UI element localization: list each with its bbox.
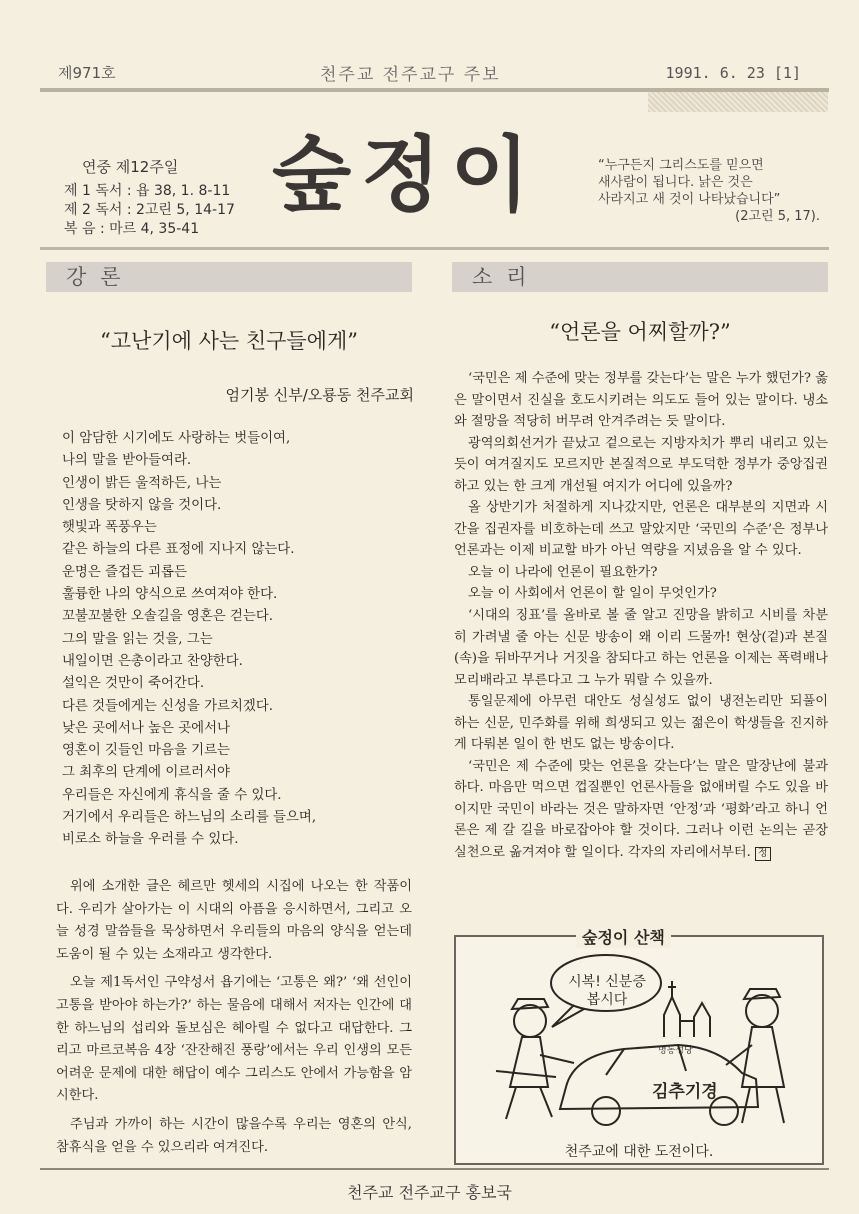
bubble-line: 봅시다 <box>586 992 628 1008</box>
footer-rule <box>40 1168 829 1170</box>
poem-line: 영혼이 깃들인 마음을 기르는 <box>62 743 230 759</box>
poem-line: 우리들은 자신에게 휴식을 줄 수 있다. <box>62 787 282 803</box>
gospel-reading: 복 음 : 마르 4, 35-41 <box>64 221 200 237</box>
section-header-homily: 강론 <box>46 262 412 292</box>
editorial-paragraph: 오늘 이 나라에 언론이 필요한가? <box>468 564 658 580</box>
paper-name: 천주교 전주교구 주보 <box>320 65 501 85</box>
issue-number: 제971호 <box>58 64 116 82</box>
editorial-paragraph: ‘시대의 징표’를 올바로 볼 줄 알고 진망을 밝히고 시비를 차분히 가려낼 줄 아는 신문 방송이 왜 이리 드물까! 현상(겉)과 본질(속)을 뒤바꾸거나 거짓을 참되다고 하는 언론을 이제는 폭력배나 모리배라고 부른다고 그 누가 뭐랄 수 있을까. <box>454 608 828 688</box>
poem-line: 꼬불꼬불한 오솔길을 영혼은 걷는다. <box>62 609 274 625</box>
section-header-voice: 소리 <box>452 262 828 292</box>
poem-line: 내일이면 은총이라고 찬양한다. <box>62 653 243 669</box>
poem-line: 훌륭한 나의 양식으로 쓰여져야 한다. <box>62 587 278 603</box>
poem-line: 비로소 하늘을 우러를 수 있다. <box>62 832 239 848</box>
date-text: 1991. 6. 23 <box>665 64 765 82</box>
speech-bubble-text <box>562 973 652 1009</box>
poem <box>62 428 316 852</box>
car-label: 김추기경 <box>652 1082 718 1102</box>
editorial-paragraph-last <box>454 756 828 864</box>
scripture-quote <box>598 157 834 225</box>
church-label: 명동성당 <box>658 1046 693 1056</box>
reading-1: 제 1 독서 : 욥 38, 1. 8-11 <box>64 183 231 199</box>
end-mark: 정 <box>755 847 771 861</box>
page-number: [1] <box>773 64 801 82</box>
editorial-paragraph: ‘국민은 제 수준에 맞는 정부를 갖는다’는 말은 누가 했던가? 옳은 말이면서 진실을 호도시키려는 의도도 들어 있는 말이다. 냉소와 절망을 적당히 버무려 안겨주려는 듯 말이다. <box>454 371 828 430</box>
bubble-line: 시복! 신분증 <box>568 974 646 990</box>
homily-byline: 엄기봉 신부/오룡동 천주교회 <box>225 386 414 404</box>
poem-line: 그의 말을 읽는 것을, 그는 <box>62 631 213 647</box>
poem-line: 낮은 곳에서나 높은 곳에서나 <box>62 720 230 736</box>
reading-2: 제 2 독서 : 2고린 5, 14-17 <box>64 202 235 218</box>
liturgical-week: 연중 제12주일 <box>82 158 179 176</box>
poem-line: 같은 하늘의 다른 표정에 지나지 않는다. <box>62 542 295 558</box>
masthead-rule <box>40 247 829 250</box>
poem-line: 그 최후의 단계에 이르러서야 <box>62 765 230 781</box>
editorial-paragraph: 올 상반기가 처절하게 지나갔지만, 언론은 대부분의 지면과 시간을 집권자를 비호하는데 쓰고 말았지만 ‘국민의 수준’은 정부나 언론과는 이제 비교할 바가 아닌 역량을 지녔음을 알 수 있다. <box>454 500 828 559</box>
header-strip <box>40 58 829 84</box>
poem-line: 인생을 탓하지 않을 것이다. <box>62 497 222 513</box>
liturgy-info <box>64 158 235 239</box>
homily-headline: “고난기에 사는 친구들에게” <box>100 329 358 353</box>
poem-line: 운명은 즐겁든 괴롭든 <box>62 564 187 580</box>
editorial-paragraph: 오늘 이 사회에서 언론이 할 일이 무엇인가? <box>468 586 717 602</box>
poem-line: 거기에서 우리들은 하느님의 소리를 들으며, <box>62 810 317 826</box>
homily-body <box>56 876 412 1165</box>
editorial-paragraph-text: ‘국민은 제 수준에 맞는 언론을 갖는다’는 말은 말장난에 불과하다. 마음만 먹으면 껍질뿐인 언론사들을 없애버릴 수도 있을 바이지만 국민이 바라는 것은 말하자면 ‘안정’과 ‘평화’라고 하니 언론은 제 갈 길을 바로잡아야 할 것이다. 그러나 이런 논의는 곧장 실천으로 옮겨져야 할 일이다. 각자의 자리에서부터. <box>454 758 828 861</box>
quote-line: 사라지고 새 것이 나타났습니다” <box>598 192 781 207</box>
masthead-title: 숲정이 <box>272 128 540 223</box>
quote-line: “누구든지 그리스도를 믿으면 <box>598 158 764 173</box>
cartoon-drawing <box>456 937 822 1137</box>
poem-line: 인생이 밝든 울적하든, 나는 <box>62 475 222 491</box>
homily-paragraph: 오늘 제1독서인 구약성서 욥기에는 ‘고통은 왜?’ ‘왜 선인이 고통을 받아야 하는가?’ 하는 물음에 대해서 저자는 인간에 대한 하느님의 섭리와 돌보심은 헤아릴 수 없다고 대답한다. 그리고 마르코복음 4장 ‘잔잔해진 풍랑’에서는 우리 인생의 모든 어려운 문제에 대한 해답이 예수 그리스도 안에서 가능함을 암시한다. <box>56 975 412 1104</box>
editorial-paragraph: 통일문제에 아무런 대안도 성실성도 없이 냉전논리만 되풀이 하는 신문, 민주화를 위해 희생되고 있는 젊은이 학생들을 진지하게 다뤄본 일이 한 번도 없는 방송이다. <box>454 694 828 753</box>
cartoon-box <box>454 928 824 1165</box>
editorial-headline: “언론을 어찌할까?” <box>549 320 731 344</box>
cartoon-caption: 천주교에 대한 도전이다. <box>564 1144 714 1160</box>
homily-paragraph: 주님과 가까이 하는 시간이 많을수록 우리는 영혼의 안식, 참휴식을 얻을 수 있으리라 여겨진다. <box>56 1116 412 1155</box>
cartoon-title: 숲정이 산책 <box>576 925 671 948</box>
poem-line: 이 암담한 시기에도 사랑하는 벗들이여, <box>62 431 291 446</box>
poem-line: 설익은 것만이 죽어간다. <box>62 676 205 692</box>
homily-paragraph: 위에 소개한 글은 헤르만 헷세의 시집에 나오는 한 작품이다. 우리가 살아가는 이 시대의 아픔을 응시하면서, 그리고 오늘 성경 말씀들을 묵상하면서 우리들의 마음의 양식을 얻는데 도움이 될 수 있는 소재라고 생각한다. <box>56 879 412 962</box>
quote-line: 새사람이 됩니다. 낡은 것은 <box>598 175 753 190</box>
issue-date <box>666 64 801 82</box>
poem-line: 나의 말을 받아들여라. <box>62 453 192 469</box>
footer-publisher: 천주교 전주교구 홍보국 <box>347 1183 512 1202</box>
quote-reference: (2고린 5, 17). <box>735 209 820 224</box>
poem-line: 햇빛과 폭풍우는 <box>62 520 157 536</box>
editorial-paragraph: 광역의회선거가 끝났고 겉으로는 지방자치가 뿌리 내리고 있는 듯이 여겨질지도 모르지만 본질적으로 부도덕한 정부가 중앙집권하고 있는 한 크게 개선될 여지가 어디에 있을까? <box>454 435 828 494</box>
poem-line: 다른 것들에게는 신성을 가르치겠다. <box>62 698 274 714</box>
decorative-shade <box>648 92 828 112</box>
editorial-body <box>454 368 828 864</box>
